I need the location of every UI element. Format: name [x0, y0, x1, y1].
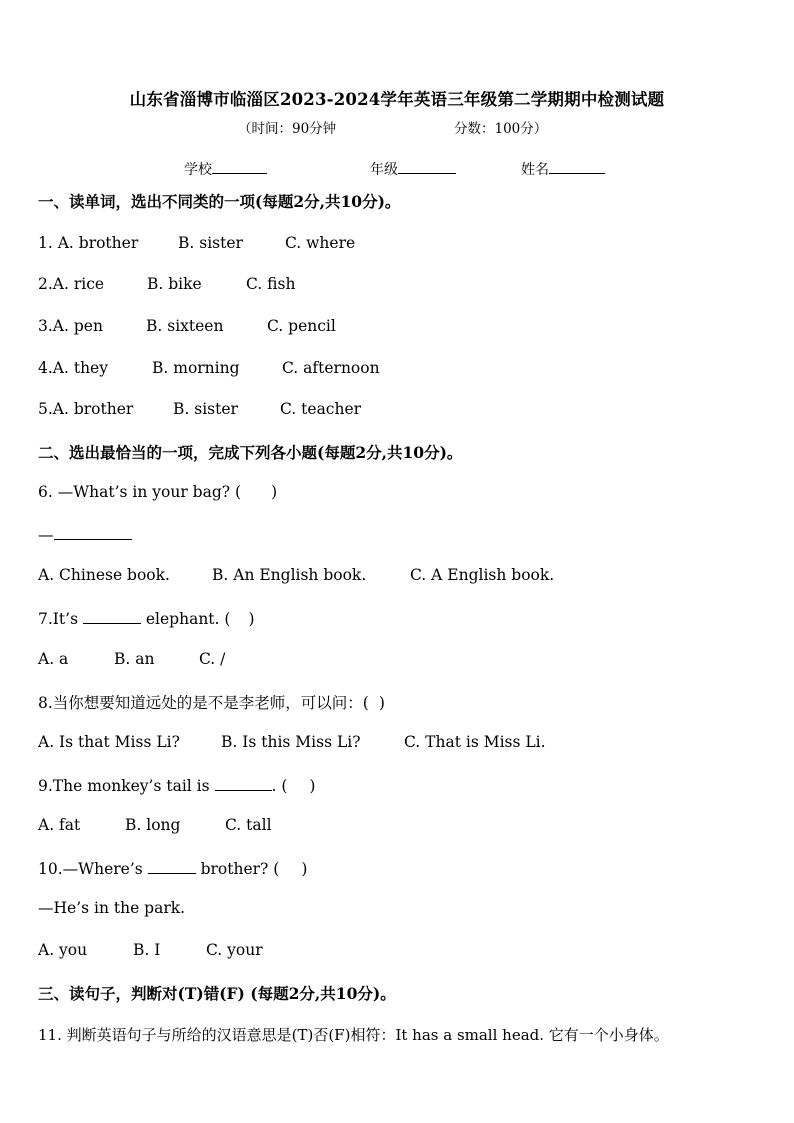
option-a[interactable]: A. they	[52, 359, 108, 377]
option-c[interactable]: C. where	[285, 234, 356, 252]
option-c[interactable]: C. your	[206, 941, 263, 959]
option-c[interactable]: C. tall	[225, 816, 272, 834]
question-11: 11. 判断英语句子与所给的汉语意思是(T)否(F)相符：It has a small head. 它有一个小身体。	[38, 1026, 669, 1044]
question-number: 4.	[38, 359, 53, 377]
exam-time: （时间：90分钟	[238, 121, 337, 137]
question-number: 5.	[38, 400, 53, 418]
question-6-answer-line	[38, 524, 132, 544]
option-b[interactable]: B. sister	[173, 400, 238, 418]
dash: —	[38, 526, 54, 544]
option-c[interactable]: C. /	[199, 650, 226, 668]
close-paren: )	[248, 610, 255, 628]
exam-title: 山东省淄博市临淄区2023-2024学年英语三年级第二学期期中检测试题	[129, 90, 665, 109]
option-a[interactable]: A. pen	[52, 317, 103, 335]
name-blank[interactable]	[549, 159, 605, 174]
question-7-stem	[38, 608, 255, 628]
question-6-stem	[38, 483, 277, 501]
name-field	[521, 159, 605, 179]
school-label: 学校	[184, 162, 212, 178]
option-a[interactable]: A. Chinese book.	[38, 566, 170, 584]
question-9-text: 9.The monkey’s tail is	[38, 777, 215, 795]
question-9-text-end: . (	[271, 777, 288, 795]
option-a[interactable]: A. brother	[57, 234, 139, 252]
option-c[interactable]: C. pencil	[267, 317, 336, 335]
exam-score: 分数：100分）	[454, 121, 548, 137]
option-b[interactable]: B. Is this Miss Li?	[221, 733, 361, 751]
option-a[interactable]: A. brother	[52, 400, 134, 418]
option-c[interactable]: C. afternoon	[282, 359, 380, 377]
option-b[interactable]: B. an	[114, 650, 155, 668]
school-blank[interactable]	[212, 159, 267, 174]
question-10-reply: —He’s in the park.	[38, 899, 186, 917]
answer-blank[interactable]	[215, 775, 272, 791]
option-b[interactable]: B. bike	[147, 275, 202, 293]
answer-blank[interactable]	[54, 524, 132, 540]
section3-heading: 三、读句子，判断对(T)错(F) (每题2分,共10分)。	[38, 984, 396, 1003]
option-a[interactable]: A. Is that Miss Li?	[38, 733, 180, 751]
grade-field	[370, 159, 456, 179]
question-8-text: 8.当你想要知道远处的是不是李老师，可以问：(	[38, 694, 369, 712]
option-a[interactable]: A. you	[38, 941, 88, 959]
question-number: 1.	[38, 234, 58, 252]
option-b[interactable]: B. morning	[152, 359, 240, 377]
grade-blank[interactable]	[398, 159, 456, 174]
question-10-stem	[38, 858, 307, 878]
answer-blank[interactable]	[148, 858, 196, 874]
option-c[interactable]: C. fish	[246, 275, 296, 293]
question-7-text: 7.It’s	[38, 610, 83, 628]
option-b[interactable]: B. sixteen	[146, 317, 224, 335]
question-10-text-end: brother? (	[195, 860, 280, 878]
option-c[interactable]: C. A English book.	[410, 566, 555, 584]
option-a[interactable]: A. fat	[38, 816, 81, 834]
option-b[interactable]: B. sister	[178, 234, 243, 252]
question-9-stem	[38, 775, 315, 795]
close-paren: )	[309, 777, 316, 795]
question-7-text-end: elephant. (	[140, 610, 231, 628]
option-b[interactable]: B. long	[125, 816, 181, 834]
close-paren: )	[271, 483, 278, 501]
answer-blank[interactable]	[83, 608, 141, 624]
grade-label: 年级	[370, 162, 398, 178]
option-a[interactable]: A. rice	[52, 275, 105, 293]
close-paren: )	[378, 694, 385, 712]
section1-heading: 一、读单词，选出不同类的一项(每题2分,共10分)。	[38, 192, 401, 211]
close-paren: )	[301, 860, 308, 878]
option-c[interactable]: C. That is Miss Li.	[404, 733, 546, 751]
question-8-stem	[38, 691, 385, 713]
school-field	[184, 159, 267, 179]
question-6-text: 6. —What’s in your bag? (	[38, 483, 242, 501]
option-b[interactable]: B. An English book.	[212, 566, 367, 584]
question-number: 2.	[38, 275, 53, 293]
option-c[interactable]: C. teacher	[280, 400, 362, 418]
name-label: 姓名	[521, 162, 549, 178]
option-b[interactable]: B. I	[133, 941, 161, 959]
option-a[interactable]: A. a	[38, 650, 69, 668]
section2-heading: 二、选出最恰当的一项，完成下列各小题(每题2分,共10分)。	[38, 443, 463, 462]
question-10-text: 10.—Where’s	[38, 860, 148, 878]
question-number: 3.	[38, 317, 53, 335]
